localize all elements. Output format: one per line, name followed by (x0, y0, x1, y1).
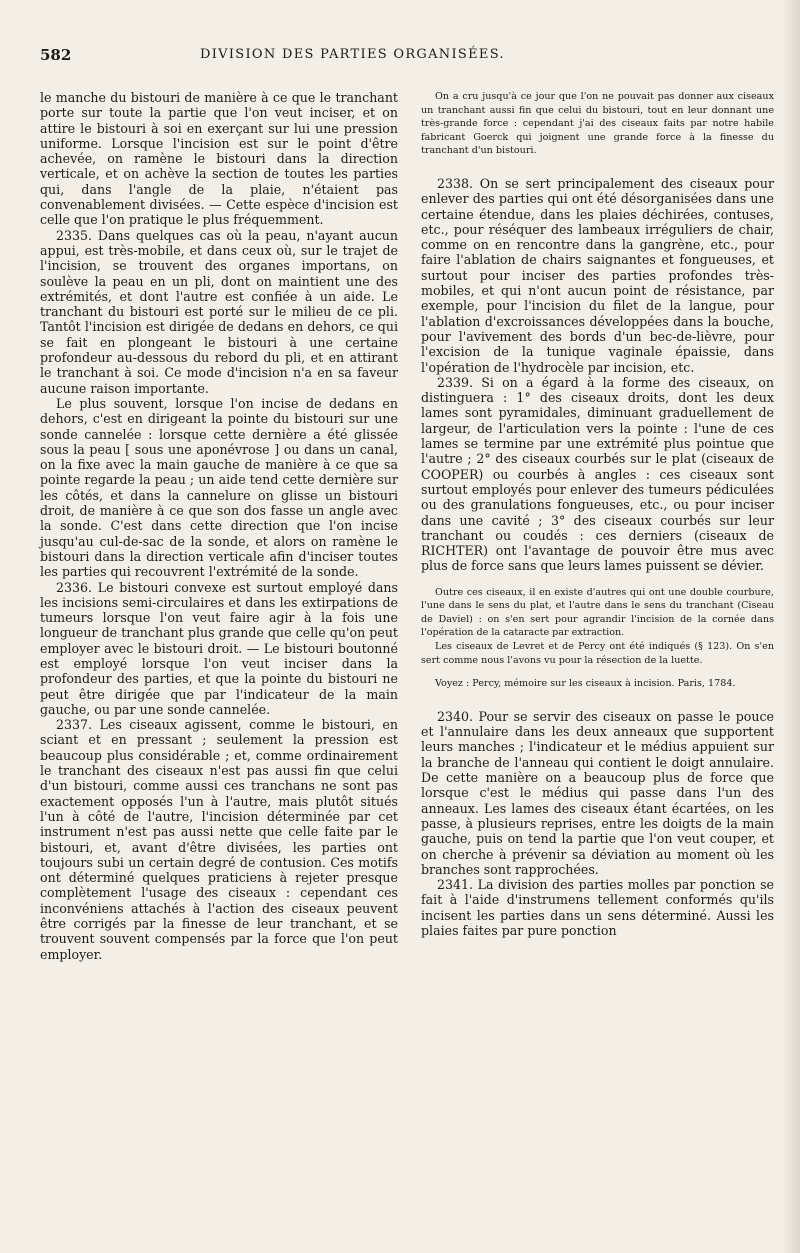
paragraph-2338: 2338. On se sert principalement des ciseaux pour enlever des parties qui ont été désorganisées dans une certaine étendue, dans les plaies déchirées, contuses, etc., pour réséquer des lambeaux irréguliers de chair, comme on en rencontre dans la gangrène, etc., pour faire l'ablation de chairs saignantes et fongueuses, et surtout pour inciser des parties profondes très-mobiles, et qui n'ont aucun point de résistance, par exemple, pour l'incision du filet de la langue, pour l'ablation d'excroissances développées dans la bouche, pour l'avivement des bords d'un bec-de-lièvre, pour l'excision de la tunique vaginale épaissie, dans l'opération de l'hydrocèle par incision, etc. (421, 175, 774, 375)
paragraph-2339: 2339. Si on a égard à la forme des ciseaux, on distinguera : 1° des ciseaux droits, dont les deux lames sont pyramidales, diminuant graduellement de largeur, de l'articulation vers la pointe : l'une de ces lames se termine par une extrémité plus pointue que l'autre ; 2° des ciseaux courbés sur le plat (ciseaux de COOPER) ou courbés à angles : ces ciseaux sont surtout employés pour enlever des tumeurs pédiculées ou des granulations fongueuses, etc., ou pour inciser dans une cavité ; 3° des ciseaux courbés sur leur tranchant ou coudés : ces derniers (ciseaux de RICHTER) ont l'avantage de pouvoir être mus avec plus de force sans que leurs lames puissent se dévier. (421, 374, 774, 574)
page-header (40, 46, 760, 68)
paragraph-2340: 2340. Pour se servir des ciseaux on passe le pouce et l'annulaire dans les deux anneaux que supportent leurs manches ; l'indicateur et le médius appuient sur la branche de l'anneau qui contient le doigt annulaire. De cette manière on a beaucoup plus de force que lorsque c'est le médius qui passe dans l'un des anneaux. Les lames des ciseaux étant écartées, on les passe, à plusieurs reprises, entre les doigts de la main gauche, puis on tend la partie que l'on veut couper, et on cherche à prévenir sa déviation au moment où les branches sont rapprochées. (421, 708, 774, 877)
paragraph-2341: 2341. La division des parties molles par ponction se fait à l'aide d'instrumens tellement conformés qu'ils incisent les parties dans un sens déterminé. Aussi les plaies faites par pure ponction (421, 877, 774, 938)
note-levret-percy: Les ciseaux de Levret et de Percy ont été indiqués (§ 123). On s'en sert comme nous l'avons vu pour la résection de la luette. (421, 641, 774, 666)
note-daviel: Outre ces ciseaux, il en existe d'autres qui ont une double courbure, l'une dans le sens du plat, et l'autre dans le sens du tranchant (Ciseau de Daviel) : on s'en sert pour agrandir l'incision de la cornée dans l'opération de la cataracte par extraction. (421, 586, 774, 639)
paragraph-continuation: le manche du bistouri de manière à ce que le tranchant porte sur toute la partie que l'on veut inciser, et on attire le bistouri à soi en exerçant sur lui une pression uniforme. Lorsque l'incision est sur le point d'être achevée, on ramène le bistouri dans la direction verticale, et on achève la section de toutes les parties qui, dans l'angle de la plaie, n'étaient pas convenablement divisées. — Cette espèce d'incision est celle que l'on pratique le plus fréquemment. (40, 90, 398, 228)
page-number: 582 (40, 46, 72, 64)
note-percy-memoire: Voyez : Percy, mémoire sur les ciseaux à incision. Paris, 1784. (435, 678, 736, 690)
paragraph-2335: 2335. Dans quelques cas où la peau, n'ayant aucun appui, est très-mobile, et dans ceux où, sur le trajet de l'incision, se trouvent des organes importans, on soulève la peau en un pli, dont on maintient une des extrémités, et dont l'autre est confiée à un aide. Le tranchant du bistouri est porté sur le milieu de ce pli. Tantôt l'incision est dirigée de dedans en dehors, ce qui se fait en plongeant le bistouri à une certaine profondeur au-dessous du rebord du pli, et en attirant le tranchant à soi. Ce mode d'incision n'a en sa faveur aucune raison importante. (40, 227, 398, 396)
left-column (40, 90, 398, 962)
paragraph-2336: 2336. Le bistouri convexe est surtout employé dans les incisions semi-circulaires et dans les extirpations de tumeurs lorsque l'on veut faire agir à la fois une longueur de tranchant plus grande que celle qu'on peut employer avec le bistouri droit. — Le bistouri boutonné est employé lorsque l'on veut inciser dans la profondeur des parties, et que la pointe du bistouri ne peut être dirigée que par l'indicateur de la main gauche, ou par une sonde cannelée. (40, 579, 398, 717)
footnote-goerck: On a cru jusqu'à ce jour que l'on ne pouvait pas donner aux ciseaux un tranchant aussi fin que celui du bistouri, tout en leur donnant une très-grande force : cependant j'ai des ciseaux faits par notre habile fabricant Goerck qui joignent une grande force à la finesse du tranchant d'un bistouri. (421, 91, 774, 157)
paragraph-2337: 2337. Les ciseaux agissent, comme le bistouri, en sciant et en pressant ; seulement la pression est beaucoup plus considérable ; et, comme ordinairement le tranchant des ciseaux n'est pas aussi fin que celui d'un bistouri, comme aussi ces tranchans ne sont pas exactement opposés l'un à l'autre, mais plutôt situés l'un à côté de l'autre, l'incision déterminée par cet instrument n'est pas aussi nette que celle faite par le bistouri, et, avant d'être divisées, les parties ont toujours subi un certain degré de contusion. Ces motifs ont déterminé quelques praticiens à rejeter presque complètement l'usage des ciseaux : cependant ces inconvéniens attachés à l'action des ciseaux peuvent être corrigés par la finesse de leur tranchant, et se trouvent souvent compensés par la force que l'on peut employer. (40, 717, 398, 962)
running-title: DIVISION DES PARTIES ORGANISÉES. (200, 47, 505, 62)
right-column (421, 90, 774, 938)
page-edge-shadow (782, 0, 800, 1253)
paragraph-sonde: Le plus souvent, lorsque l'on incise de dedans en dehors, c'est en dirigeant la pointe du bistouri sur une sonde cannelée : lorsque cette dernière a été glissée sous la peau [ sous une aponévrose ] ou dans un canal, on la fixe avec la main gauche de manière à ce que sa pointe regarde la peau ; un aide tend cette dernière sur les côtés, et dans la cannelure on glisse un bistouri droit, de manière à ce que son dos fasse un angle avec la sonde. C'est dans cette direction que l'on incise jusqu'au cul-de-sac de la sonde, et alors on ramène le bistouri dans la direction verticale afin d'inciser toutes les parties qui recouvrent l'extrémité de la sonde. (40, 395, 398, 580)
